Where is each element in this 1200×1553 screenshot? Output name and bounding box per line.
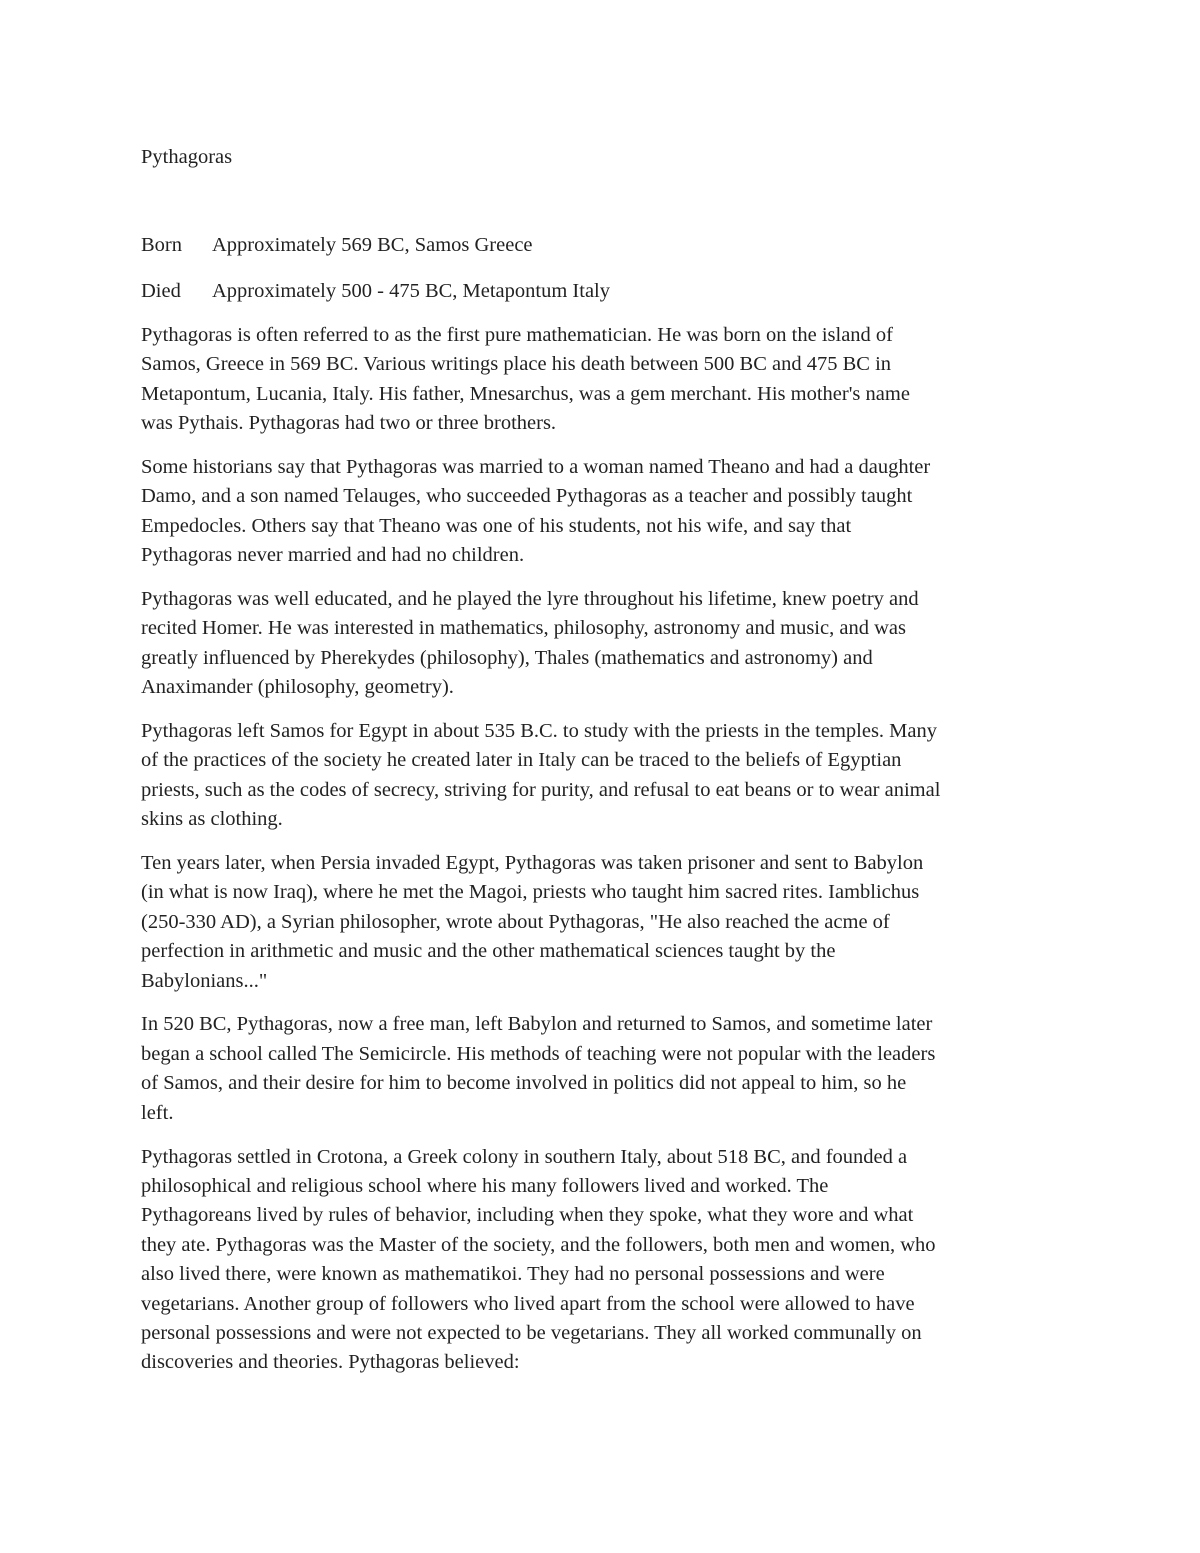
paragraph-egypt: Pythagoras left Samos for Egypt in about 535 B.C. to study with the priests in the temples. Many of the practices of the society he created later in Italy can be traced to the beliefs of Egyptian priests, such as the codes of secrecy, striving for purity, and refusal to eat beans or to wear animal skins as clothing. <box>141 720 941 831</box>
paragraph-education: Pythagoras was well educated, and he played the lyre throughout his lifetime, knew poetry and recited Homer. He was interested in mathematics, philosophy, astronomy and music, and was greatly influenced by Pherekydes (philosophy), Thales (mathematics and astronomy) and Anaximander (philosophy, geometry). <box>141 588 919 699</box>
body-text <box>141 321 1066 1392</box>
paragraph-crotona: Pythagoras settled in Crotona, a Greek colony in southern Italy, about 518 BC, and founded a philosophical and religious school where his many followers lived and worked. The Pythagoreans lived by rules of behavior, including when they spoke, what they wore and what they ate. Pythagoras was the Master of the society, and the followers, both men and women, who also lived there, were known as mathematikoi. They had no personal possessions and were vegetarians. Another group of followers who lived apart from the school were allowed to have personal possessions and were not expected to be vegetarians. They all worked communally on discoveries and theories. Pythagoras believed: <box>141 1145 936 1374</box>
document-title: Pythagoras <box>141 146 233 168</box>
died-fact <box>141 277 610 306</box>
paragraph-early-life: Pythagoras is often referred to as the first pure mathematician. He was born on the island of Samos, Greece in 569 BC. Various writings place his death between 500 BC and 475 BC in Metapontum, Lucania, Italy. His father, Mnesarchus, was a gem merchant. His mother's name was Pythais. Pythagoras had two or three brothers. <box>141 324 910 435</box>
died-label: Died <box>141 280 181 302</box>
paragraph-return-to-samos: In 520 BC, Pythagoras, now a free man, left Babylon and returned to Samos, and sometime later began a school called The Semicircle. His methods of teaching were not popular with the leaders of Samos, and their desire for him to become involved in politics did not appeal to him, so he left. <box>141 1013 936 1124</box>
paragraph-babylon: Ten years later, when Persia invaded Egypt, Pythagoras was taken prisoner and sent to Babylon (in what is now Iraq), where he met the Magoi, priests who taught him sacred rites. Iamblichus (250-330 AD), a Syrian philosopher, wrote about Pythagoras, "He also reached the acme of perfection in arithmetic and music and the other mathematical sciences taught by the Babylonians..." <box>141 852 924 992</box>
born-value: Approximately 569 BC, Samos Greece <box>212 234 533 256</box>
born-label: Born <box>141 234 182 256</box>
paragraph-family: Some historians say that Pythagoras was married to a woman named Theano and had a daughter Damo, and a son named Telauges, who succeeded Pythagoras as a teacher and possibly taught Empedocles. Others say that Theano was one of his students, not his wife, and say that Pythagoras never married and had no children. <box>141 456 931 567</box>
born-fact <box>141 231 533 260</box>
died-value: Approximately 500 - 475 BC, Metapontum Italy <box>212 280 610 302</box>
